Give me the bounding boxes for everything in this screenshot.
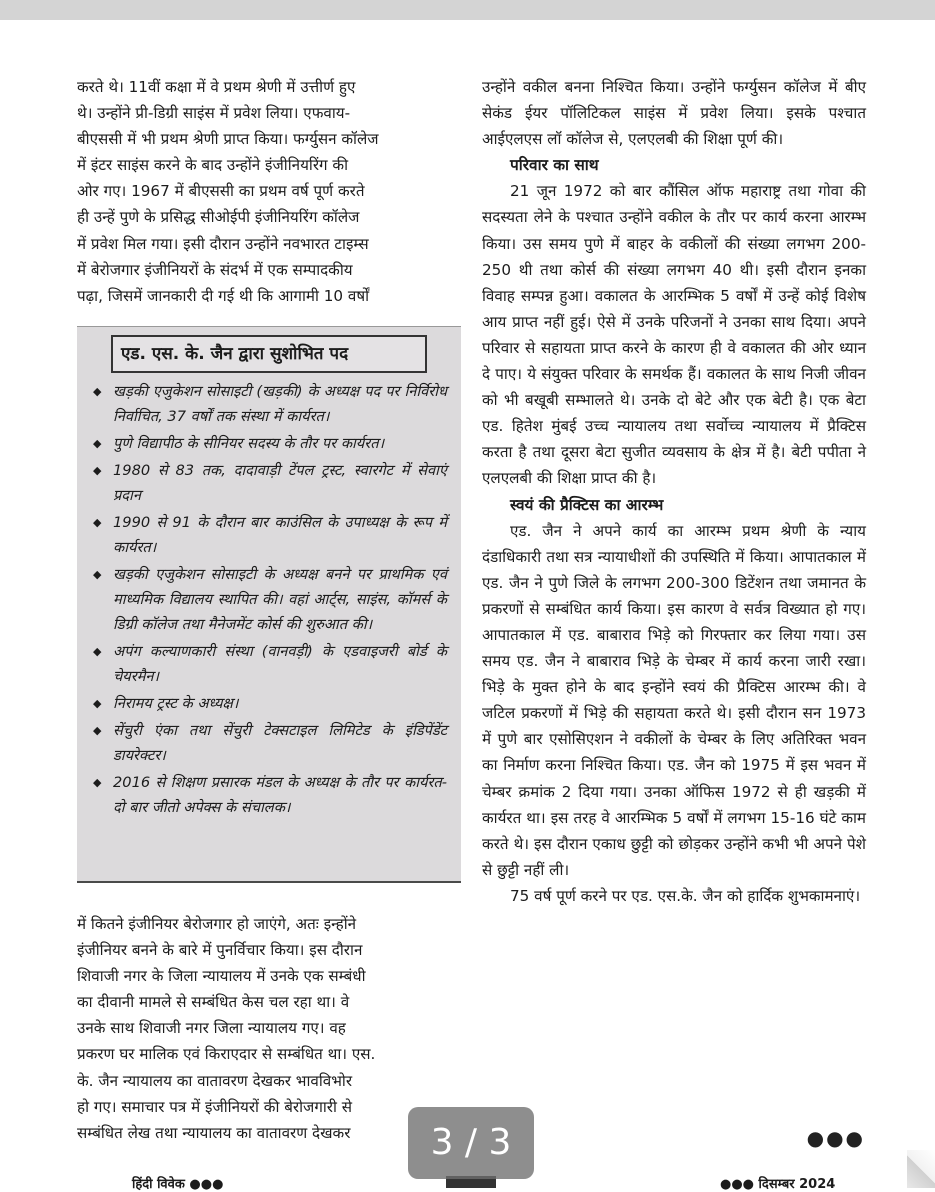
article-line: में प्रवेश मिल गया। इसी दौरान उन्होंने नवभारत टाइम्स [77, 234, 369, 253]
diamond-bullet-icon: ◆ [93, 645, 102, 658]
article-line: थे। उन्होंने प्री-डिग्री साइंस में प्रवेश लिया। एफवाय- [77, 104, 351, 123]
position-item: ◆ पुणे विद्यापीठ के सीनियर सदस्य के तौर पर कार्यरत। [91, 431, 447, 456]
position-item: ◆ खड़की एजुकेशन सोसाइटी के अध्यक्ष बनने पर प्राथमिक एवं माध्यमिक विद्यालय स्थापित की। वहां आर्ट्स, साइंस, कॉमर्स के डिग्री कॉलेज तथा मैनेजमेंट कोर्स की शुरुआत की। [91, 562, 447, 637]
article-line: में कितने इंजीनियर बेरोजगार हो जाएंगे, अतः इन्होंने [77, 915, 357, 933]
article-line: करते थे। 11वीं कक्षा में वे प्रथम श्रेणी में उत्तीर्ण हुए [77, 78, 356, 96]
diamond-bullet-icon: ◆ [93, 724, 102, 737]
position-item: ◆ 1980 से 83 तक, दादावाड़ी टेंपल ट्रस्ट, स्वारगेट में सेवाएं प्रदान [91, 458, 447, 508]
diamond-bullet-icon: ◆ [93, 776, 102, 789]
positions-sidebar-box [77, 326, 461, 883]
closing-paragraph: 75 वर्ष पूर्ण करने पर एड. एस.के. जैन को हार्दिक शुभकामनाएं। [510, 886, 861, 905]
article-line: का दीवानी मामले से सम्बंधित केस चल रहा था। वे [77, 993, 350, 1012]
diamond-bullet-icon: ◆ [93, 464, 102, 477]
section-heading-practice: स्वयं की प्रैक्टिस का आरम्भ [510, 495, 664, 514]
position-item: ◆ निरामय ट्रस्ट के अध्यक्ष। [91, 691, 447, 716]
article-line: हो गए। समाचार पत्र में इंजीनियरों की बेरोजगारी से [77, 1097, 353, 1116]
family-paragraph: 21 जून 1972 को बार कौंसिल ऑफ महाराष्ट्र तथा गोवा की सदस्यता लेने के पश्चात उन्होंने वकील के तौर पर कार्य करना आरम्भ किया। उस समय पुणे में बाहर के वकीलों की संख्या लगभग 200-250 थी तथा कोर्स की संख्या लगभग 40 थी। इसी दौरान इनका विवाह सम्पन्न हुआ। वकालत के आरम्भिक 5 वर्षों में उन्हें कोई विशेष आय प्राप्त नहीं हुई। ऐसे में उनके परिजनों ने उनका साथ दिया। अपने परिवार से सहायता प्राप्त करने के कारण ही वे वकालत की ओर ध्यान दे पाए। ये संयुक्त परिवार के समर्थक हैं। वकालत के साथ निजी जीवन को भी बखूबी सम्भालते थे। उनके दो बेटे और एक बेटी है। एक बेटा एड. हितेश मुंबई उच्च न्यायालय तथा सर्वोच्च न्यायालय में प्रैक्टिस करता है तथा दूसरा बेटा सुजीत व्यवसाय के क्षेत्र में है। बेटी पपीता ने एलएलबी की शिक्षा प्राप्त की है। [482, 182, 866, 488]
article-line: इंजीनियर बनने के बारे में पुनर्विचार किया। इस दौरान [77, 941, 363, 960]
article-line: पढ़ा, जिसमें जानकारी दी गई थी कि आगामी 10 वर्षों [77, 286, 370, 305]
left-column-top [77, 74, 461, 309]
article-line: सम्बंधित लेख तथा न्यायालय का वातावरण देखकर [77, 1123, 351, 1142]
right-column [482, 74, 866, 909]
article-line: ओर गए। 1967 में बीएससी का प्रथम वर्ष पूर्ण करते [77, 182, 365, 201]
article-line: बीएससी में भी प्रथम श्रेणी प्राप्त किया। फर्ग्युसन कॉलेज [77, 130, 379, 149]
footer-issue-date: ●●● दिसम्बर 2024 [720, 1177, 836, 1192]
position-item: ◆ 2016 से शिक्षण प्रसारक मंडल के अध्यक्ष के तौर पर कार्यरत- दो बार जीतो अपेक्स के संचालक। [91, 770, 447, 820]
article-line: में इंटर साइंस करने के बाद उन्होंने इंजीनियरिंग की [77, 156, 349, 175]
end-marker-dots: ●●● [806, 1126, 865, 1150]
article-line: प्रकरण घर मालिक एवं किराएदार से सम्बंधित था। एस. [77, 1045, 376, 1064]
page-counter-overlay[interactable]: 3 / 3 [408, 1107, 534, 1179]
position-item: ◆ सेंचुरी एंका तथा सेंचुरी टेक्सटाइल लिमिटेड के इंडिपेंडेंट डायरेक्टर। [91, 718, 447, 768]
position-item: ◆ 1990 से 91 के दौरान बार काउंसिल के उपाध्यक्ष के रूप में कार्यरत। [91, 510, 447, 560]
article-line: में बेरोजगार इंजीनियरों के संदर्भ में एक सम्पादकीय [77, 260, 353, 279]
page-curl-corner[interactable] [907, 1150, 935, 1188]
sidebar-box-title: एड. एस. के. जैन द्वारा सुशोभित पद [111, 335, 427, 373]
article-line: शिवाजी नगर के जिला न्यायालय में उनके एक सम्बंधी [77, 967, 366, 986]
position-item: ◆ अपंग कल्याणकारी संस्था (वानवड़ी) के एडवाइजरी बोर्ड के चेयरमैन। [91, 639, 447, 689]
diamond-bullet-icon: ◆ [93, 516, 102, 529]
diamond-bullet-icon: ◆ [93, 697, 102, 710]
diamond-bullet-icon: ◆ [93, 385, 102, 398]
positions-list [91, 379, 447, 820]
article-line: के. जैन न्यायालय का वातावरण देखकर भावविभोर [77, 1071, 353, 1090]
article-line: ही उन्हें पुणे के प्रसिद्ध सीओईपी इंजीनियरिंग कॉलेज [77, 208, 360, 227]
article-line: उनके साथ शिवाजी नगर जिला न्यायालय गए। वह [77, 1019, 346, 1038]
footer-magazine-name: हिंदी विवेक ●●● [132, 1177, 224, 1192]
viewer-top-bar [0, 0, 935, 20]
practice-paragraph: एड. जैन ने अपने कार्य का आरम्भ प्रथम श्रेणी के न्याय दंडाधिकारी तथा सत्र न्यायाधीशों की उपस्थिति में किया। आपातकाल में एड. जैन ने पुणे जिले के लगभग 200-300 डिटेंशन तथा जमानत के प्रकरणों से सम्बंधित कार्य किया। इस कारण वे सर्वत्र विख्यात हो गए। आपातकाल में एड. बाबाराव भिड़े को गिरफ्तार कर लिया गया। उस समय एड. जैन ने बाबाराव भिड़े के चेम्बर में कार्य करना जारी रखा। भिड़े के मुक्त होने के बाद इन्होंने स्वयं की प्रैक्टिस आरम्भ की। वे जटिल प्रकरणों में भिड़े की सहायता करते थे। इसी दौरान सन 1973 में पुणे बार एसोसिएशन ने वकीलों के चेम्बर के लिए अतिरिक्त भवन का निर्माण करना निश्चित किया। एड. जैन को 1975 में इस भवन में चेम्बर क्रमांक 2 दिया गया। उनका ऑफिस 1972 से ही खड़की में कार्यरत था। इस तरह वे आरम्भिक 5 वर्षों में लगभग 15-16 घंटे काम करते थे। इस दौरान एकाध छुट्टी को छोड़कर उन्होंने कभी भी अपने पेशे से छुट्टी नहीं ली। [482, 521, 866, 879]
position-item: ◆ खड़की एजुकेशन सोसाइटी (खड़की) के अध्यक्ष पद पर निर्विरोध निर्वाचित, 37 वर्षों तक संस्था में कार्यरत। [91, 379, 447, 429]
diamond-bullet-icon: ◆ [93, 568, 102, 581]
left-column-bottom [77, 911, 461, 1146]
section-heading-family: परिवार का साथ [510, 156, 599, 175]
intro-paragraph: उन्होंने वकील बनना निश्चित किया। उन्होंने फर्ग्युसन कॉलेज में बीए सेकंड ईयर पॉलिटिकल साइंस में प्रवेश लिया। इसके पश्चात आईएलएस लॉ कॉलेज से, एलएलबी की शिक्षा पूर्ण की। [482, 78, 866, 149]
diamond-bullet-icon: ◆ [93, 437, 102, 450]
